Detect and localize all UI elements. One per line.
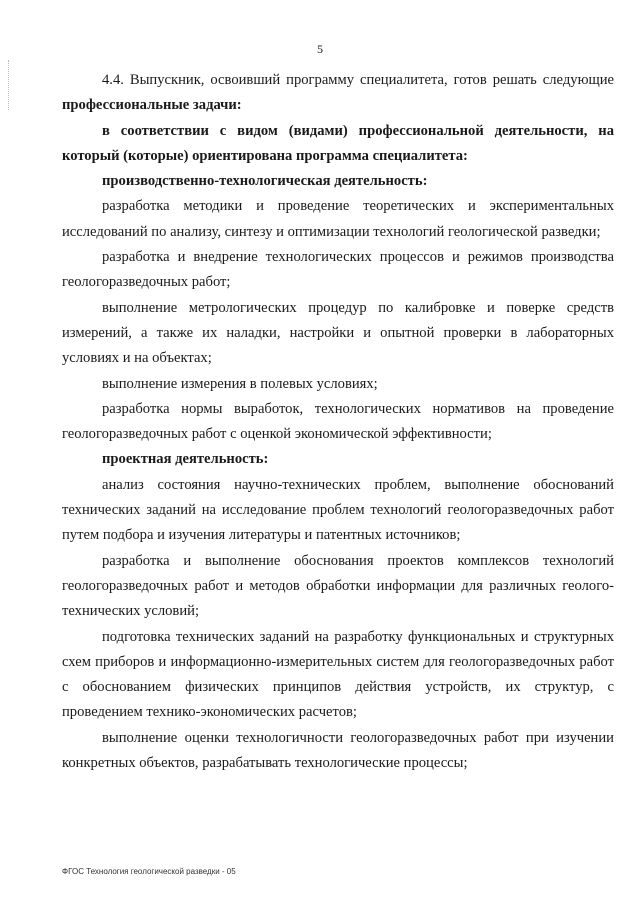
heading-production-technological: производственно-технологическая деятельность: <box>102 173 428 190</box>
heading-project-activity: проектная деятельность: <box>102 451 269 468</box>
paragraph-analysis: анализ состояния научно-технических проблем, выполнение обоснований технических заданий на исследование проблем технологий геологоразведочных работ путем подбора и изучения литературы и патентных источников; <box>62 476 614 544</box>
paragraph-methodology: разработка методики и проведение теоретических и экспериментальных исследований по анализу, синтезу и оптимизации технологий геологической разведки; <box>62 198 614 240</box>
paragraph-evaluation: выполнение оценки технологичности геологоразведочных работ при изучении конкретных объектов, разрабатывать технологические процессы; <box>62 729 614 772</box>
paragraph-metrology: выполнение метрологических процедур по калибровке и поверке средств измерений, а также их наладки, настройки и опытной проверки в лабораторных условиях и на объектах; <box>62 299 614 367</box>
page-footer: ФГОС Технология геологической разведки - 05 <box>62 867 236 876</box>
binding-mark <box>8 60 11 110</box>
paragraph-project-development: разработка и выполнение обоснования проектов комплексов технологий геологоразведочных работ и методов обработки информации для различных геолого-технических условий; <box>62 552 614 620</box>
paragraph-intro <box>62 68 614 119</box>
intro-text: 4.4. Выпускник, освоивший программу специалитета, готов решать следующие <box>102 72 614 88</box>
document-body <box>62 68 614 776</box>
paragraph-activity-types: в соответствии с видом (видами) профессиональной деятельности, на который (которые) ориентирована программа специалитета: <box>62 122 614 164</box>
paragraph-field-measurement: выполнение измерения в полевых условиях; <box>102 375 378 392</box>
intro-bold-term: профессиональные задачи: <box>62 97 242 114</box>
paragraph-technical-tasks: подготовка технических заданий на разработку функциональных и структурных схем приборов и информационно-измерительных систем для геологоразведочных работ с обоснованием физических принципов действия устройств, их структур, с проведением технико-экономических расчетов; <box>62 628 614 721</box>
paragraph-norms: разработка нормы выработок, технологических нормативов на проведение геологоразведочных работ с оценкой экономической эффективности; <box>62 400 614 443</box>
paragraph-processes: разработка и внедрение технологических процессов и режимов производства геологоразведочных работ; <box>62 249 614 291</box>
page-number: 5 <box>317 42 323 56</box>
